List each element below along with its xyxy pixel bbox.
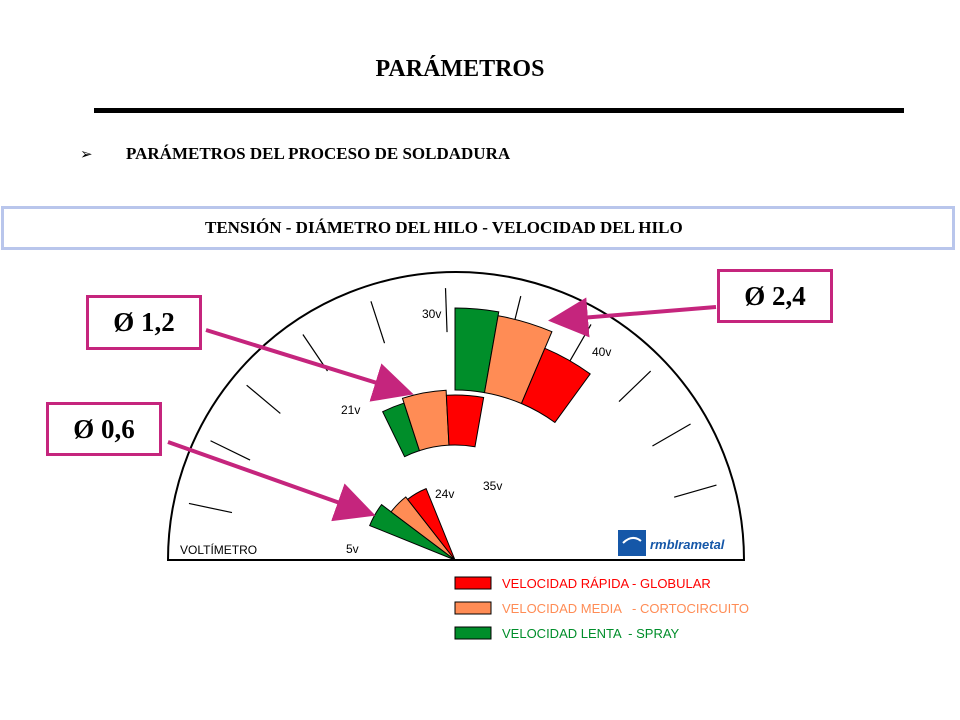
page-title: PARÁMETROS [375,56,545,82]
callout-diameter-0-6: Ø 0,6 [46,402,162,456]
label-21v: 21v [341,403,361,417]
legend-swatch-medium [455,602,491,614]
legend-label-slow: VELOCIDAD LENTA - SPRAY [502,626,680,641]
label-24v: 24v [435,487,455,501]
legend [455,576,749,641]
subtitle-text: TENSIÓN - DIÁMETRO DEL HILO - VELOCIDAD DEL HILO [205,218,683,237]
callout-diameter-2-4: Ø 2,4 [717,269,833,323]
logo-text: rmbIrametal [650,537,725,552]
arrowhead-bullet-icon: ➢ [80,145,93,163]
bullet-text: PARÁMETROS DEL PROCESO DE SOLDADURA [126,144,511,163]
label-30v: 30v [422,307,442,321]
logo-badge-icon [618,530,646,556]
label-5v: 5v [346,542,359,556]
callout-diameter-1-2: Ø 1,2 [86,295,202,350]
legend-label-medium: VELOCIDAD MEDIA - CORTOCIRCUITO [502,601,750,616]
gauge-name: VOLTÍMETRO [180,543,258,557]
label-35v: 35v [483,479,503,493]
legend-swatch-slow [455,627,491,639]
label-40v: 40v [592,345,612,359]
legend-swatch-rapid [455,577,491,589]
legend-label-rapid: VELOCIDAD RÁPIDA - GLOBULAR [502,576,711,591]
